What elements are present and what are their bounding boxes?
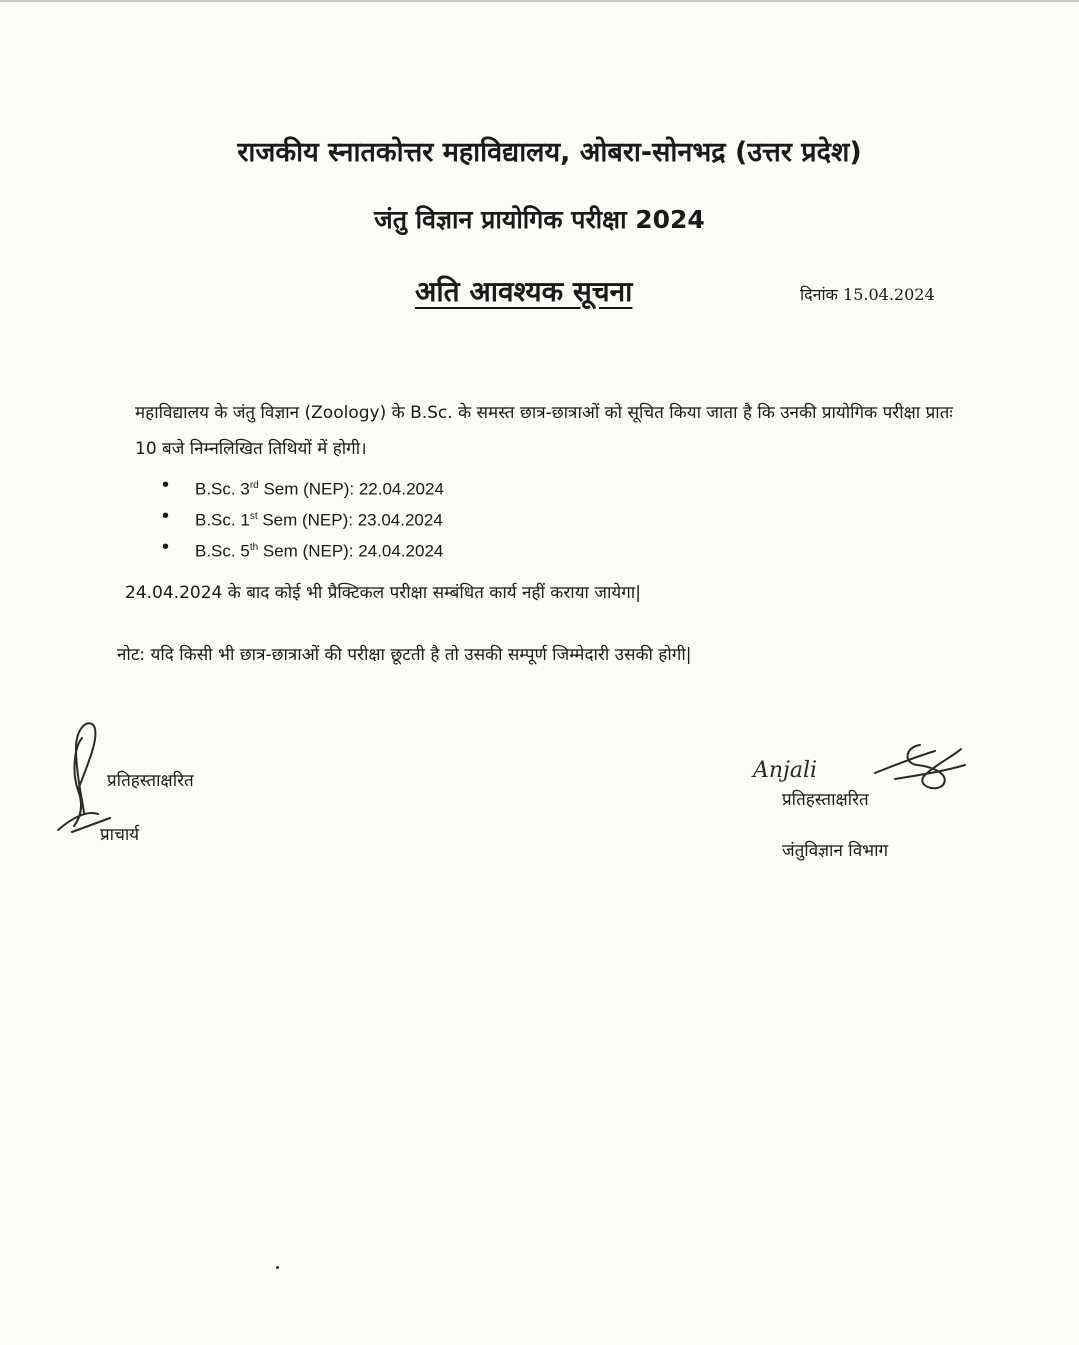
schedule-prefix: B.Sc. 5 <box>195 541 250 561</box>
schedule-suffix: Sem (NEP): 23.04.2024 <box>257 510 443 530</box>
schedule-ordinal: rd <box>249 480 259 491</box>
date-label: दिनांक <box>800 285 838 304</box>
notice-date <box>800 283 935 305</box>
intro-paragraph: महाविद्यालय के जंतु विज्ञान (Zoology) के B.Sc. के समस्त छात्र-छात्राओं को सूचित किया जाता है कि उनकी प्रायोगिक परीक्षा प्रातः 10 बजे निम्नलिखित तिथियों में होगी। <box>135 403 953 459</box>
date-value: 15.04.2024 <box>843 285 935 304</box>
responsibility-note: नोट: यदि किसी भी छात्र-छात्राओं की परीक्षा छूटती है तो उसकी सम्पूर्ण जिम्मेदारी उसकी होगी| <box>117 645 692 665</box>
signature-name: Anjali <box>753 758 818 783</box>
department-name: जंतुविज्ञान विभाग <box>782 841 889 861</box>
schedule-suffix: Sem (NEP): 22.04.2024 <box>258 479 444 499</box>
schedule-ordinal: th <box>249 542 259 553</box>
top-border <box>0 0 1079 2</box>
college-name: राजकीय स्नातकोत्तर महाविद्यालय, ओबरा-सोनभद्र (उत्तर प्रदेश) <box>237 137 862 168</box>
schedule-ordinal: st <box>249 511 258 522</box>
principal-countersigned-label: प्रतिहस्ताक्षरित <box>107 771 194 791</box>
department-countersigned-label: प्रतिहस्ताक्षरित <box>782 790 869 810</box>
department-signature <box>745 735 970 795</box>
exam-schedule-list <box>160 470 444 563</box>
schedule-item <box>160 501 444 532</box>
schedule-prefix: B.Sc. 3 <box>195 479 250 499</box>
principal-designation: प्राचार्य <box>100 825 140 845</box>
schedule-prefix: B.Sc. 1 <box>195 510 250 530</box>
schedule-item <box>160 470 444 501</box>
notice-title: अति आवश्यक सूचना <box>415 275 633 308</box>
deadline-note: 24.04.2024 के बाद कोई भी प्रैक्टिकल परीक्षा सम्बंधित कार्य नहीं कराया जायेगा| <box>125 583 641 603</box>
scan-speck <box>276 1266 279 1269</box>
schedule-item <box>160 532 444 563</box>
schedule-suffix: Sem (NEP): 24.04.2024 <box>258 541 444 561</box>
exam-title: जंतु विज्ञान प्रायोगिक परीक्षा 2024 <box>374 205 705 234</box>
